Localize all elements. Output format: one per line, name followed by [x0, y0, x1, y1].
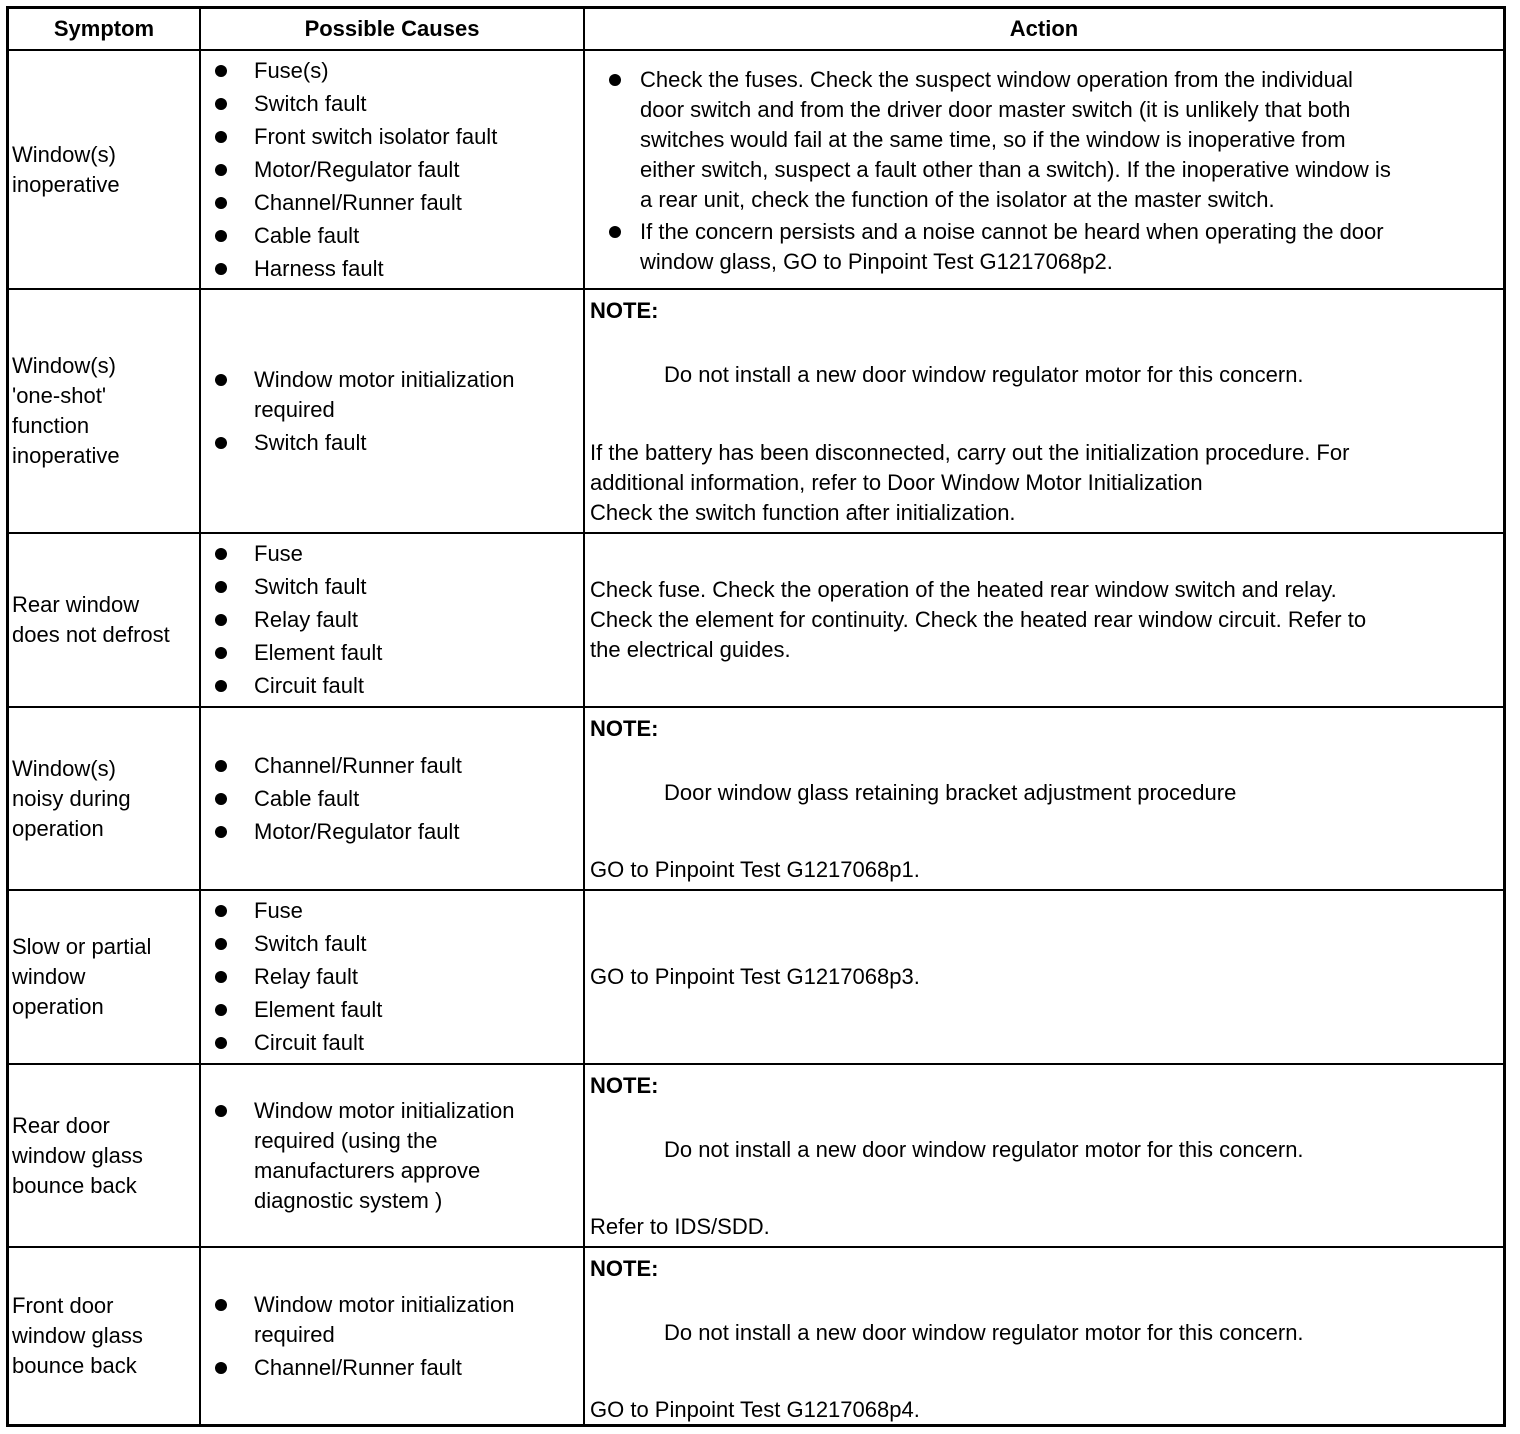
bullet-icon	[215, 1105, 227, 1117]
bullet-icon	[609, 74, 621, 86]
causes-cell	[199, 891, 583, 1063]
bullet-icon	[215, 374, 227, 386]
list-item: Element fault	[201, 638, 583, 668]
action-text: GO to Pinpoint Test G1217068p1.	[590, 857, 920, 882]
header-symptom: Symptom	[53, 16, 155, 41]
list-item: Fuse	[201, 539, 583, 569]
list-item: Element fault	[201, 995, 583, 1025]
bullet-icon	[215, 131, 227, 143]
action-bullet: If the concern persists and a noise cannot be heard when operating the door window glass, GO to Pinpoint Test G1217068p2.	[590, 217, 1493, 277]
header-row	[9, 9, 1503, 49]
list-item: Relay fault	[201, 962, 583, 992]
list-item: Channel/Runner fault	[201, 751, 583, 781]
bullet-icon	[215, 164, 227, 176]
list-item: Circuit fault	[201, 1028, 583, 1058]
list-item: Front switch isolator fault	[201, 122, 583, 152]
bullet-icon	[215, 760, 227, 772]
header-action: Action	[583, 9, 1503, 49]
bullet-icon	[215, 680, 227, 692]
bullet-icon	[215, 230, 227, 242]
note-label: NOTE:	[590, 1256, 659, 1281]
list-item: Harness fault	[201, 254, 583, 284]
causes-cell	[199, 534, 583, 706]
bullet-icon	[215, 938, 227, 950]
bullet-icon	[215, 437, 227, 449]
bullet-icon	[215, 614, 227, 626]
table-row	[9, 49, 1503, 288]
bullet-icon	[215, 98, 227, 110]
action-cell	[583, 51, 1503, 288]
table-row	[9, 706, 1503, 889]
action-cell	[583, 1065, 1503, 1246]
causes-cell	[199, 290, 583, 532]
note-text: Do not install a new door window regulator motor for this concern.	[664, 1320, 1304, 1345]
symptom-cell: Window(s) 'one-shot' function inoperative	[12, 353, 120, 468]
list-item: Switch fault	[201, 929, 583, 959]
bullet-icon	[215, 581, 227, 593]
action-cell: GO to Pinpoint Test G1217068p3.	[583, 891, 1503, 1063]
action-text: GO to Pinpoint Test G1217068p4.	[590, 1397, 920, 1422]
action-bullet: Check the fuses. Check the suspect window operation from the individual door switch and from the driver door master switch (it is unlikely that both switches would fail at the same time, so if the window is inoperative from either switch, suspect a fault other than a switch). If the inoperative window is a rear unit, check the function of the isolator at the master switch.	[590, 65, 1493, 215]
list-item: Window motor initialization required	[201, 1290, 583, 1350]
action-cell	[583, 290, 1503, 532]
bullet-icon	[215, 548, 227, 560]
symptom-cell: Slow or partial window operation	[12, 934, 152, 1019]
list-item: Motor/Regulator fault	[201, 155, 583, 185]
bullet-icon	[215, 1037, 227, 1049]
bullet-icon	[215, 793, 227, 805]
causes-cell	[199, 1248, 583, 1424]
causes-cell	[199, 708, 583, 889]
list-item: Channel/Runner fault	[201, 1353, 583, 1383]
action-text: If the battery has been disconnected, carry out the initialization procedure. For additional information, refer to Door Window Motor Initialization Check the switch function after initialization.	[590, 440, 1350, 525]
bullet-icon	[215, 263, 227, 275]
note-label: NOTE:	[590, 298, 659, 323]
list-item: Switch fault	[201, 428, 583, 458]
bullet-icon	[215, 905, 227, 917]
list-item: Fuse	[201, 896, 583, 926]
note-text: Door window glass retaining bracket adjustment procedure	[664, 780, 1237, 805]
note-text: Do not install a new door window regulator motor for this concern.	[664, 362, 1304, 387]
table-row	[9, 288, 1503, 532]
symptom-cell: Rear window does not defrost	[12, 592, 170, 647]
table-row	[9, 532, 1503, 706]
table-row	[9, 889, 1503, 1063]
symptom-cell: Window(s) noisy during operation	[12, 755, 131, 841]
bullet-icon	[215, 1299, 227, 1311]
list-item: Window motor initialization required	[201, 365, 583, 425]
list-item: Circuit fault	[201, 671, 583, 701]
causes-cell	[199, 51, 583, 288]
bullet-icon	[609, 226, 621, 238]
note-label: NOTE:	[590, 716, 659, 741]
list-item: Cable fault	[201, 221, 583, 251]
list-item: Motor/Regulator fault	[201, 817, 583, 847]
list-item: Cable fault	[201, 784, 583, 814]
header-possible-causes: Possible Causes	[199, 9, 583, 49]
bullet-icon	[215, 826, 227, 838]
list-item: Channel/Runner fault	[201, 188, 583, 218]
symptom-cell: Window(s) inoperative	[12, 141, 120, 197]
table-row	[9, 1246, 1503, 1424]
bullet-icon	[215, 197, 227, 209]
list-item: Fuse(s)	[201, 56, 583, 86]
bullet-icon	[215, 971, 227, 983]
list-item: Switch fault	[201, 89, 583, 119]
symptom-cell: Front door window glass bounce back	[12, 1293, 143, 1378]
action-cell	[583, 1248, 1503, 1424]
causes-cell	[199, 1065, 583, 1246]
bullet-icon	[215, 1362, 227, 1374]
note-text: Do not install a new door window regulator motor for this concern.	[664, 1137, 1304, 1162]
list-item: Relay fault	[201, 605, 583, 635]
list-item: Window motor initialization required (using the manufacturers approve diagnostic system )	[201, 1096, 583, 1216]
action-cell	[583, 708, 1503, 889]
action-text: Refer to IDS/SDD.	[590, 1214, 770, 1239]
diagnosis-table	[6, 6, 1506, 1427]
bullet-icon	[215, 647, 227, 659]
action-cell: Check fuse. Check the operation of the heated rear window switch and relay. Check the element for continuity. Check the heated rear window circuit. Refer to the electrical guides.	[583, 534, 1503, 706]
symptom-cell: Rear door window glass bounce back	[12, 1112, 143, 1198]
list-item: Switch fault	[201, 572, 583, 602]
note-label: NOTE:	[590, 1073, 659, 1098]
table-row	[9, 1063, 1503, 1246]
bullet-icon	[215, 1004, 227, 1016]
bullet-icon	[215, 65, 227, 77]
